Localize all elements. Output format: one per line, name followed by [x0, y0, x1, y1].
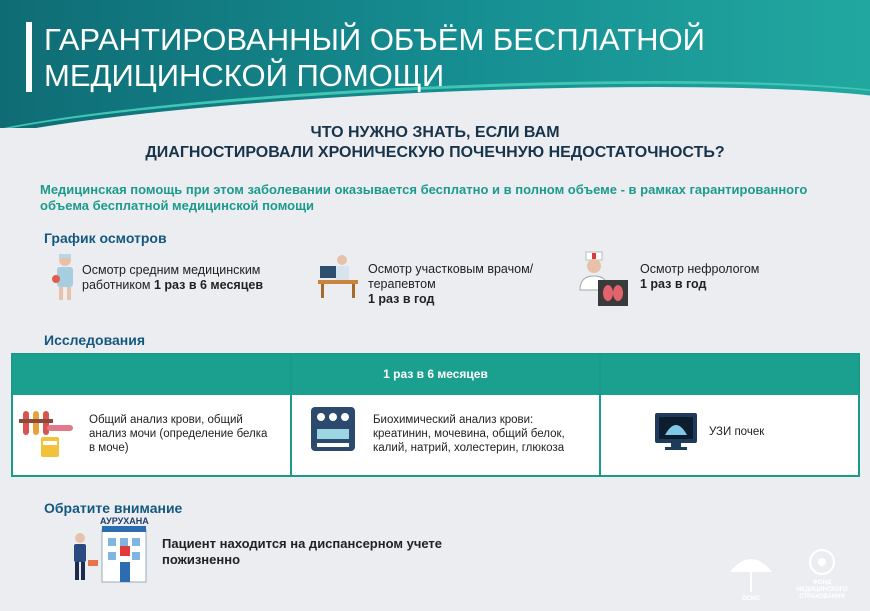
research-table-header	[13, 355, 858, 395]
table-divider	[599, 355, 601, 475]
exam-item-nurse-freq: 1 раз в 6 месяцев	[153, 278, 264, 292]
title-accent-bar	[26, 22, 32, 92]
schedule-heading: График осмотров	[44, 230, 167, 246]
subtitle-line-2: ДИАГНОСТИРОВАЛИ ХРОНИЧЕСКУЮ ПОЧЕЧНУЮ НЕДОСТАТОЧНОСТЬ?	[145, 144, 725, 161]
exam-item-therapist-text: Осмотр участковым врачом/терапевтом	[368, 262, 534, 291]
fund-logo-text: ФОНД МЕДИЦИНСКОГО СТРАХОВАНИЯ	[796, 580, 848, 600]
exam-item-nephrologist	[640, 262, 800, 292]
biochem-analyzer-icon	[309, 405, 357, 453]
exam-item-therapist-freq: 1 раз в год	[368, 292, 435, 306]
clinic-sign: АУРУХАНА	[100, 516, 149, 526]
nurse-icon	[50, 252, 80, 302]
research-cell-ultrasound: УЗИ почек	[709, 426, 765, 438]
exam-item-nephrologist-text: Осмотр нефрологом	[640, 262, 760, 276]
attention-text: Пациент находится на диспансерном учете пожизненно	[162, 536, 443, 567]
exam-item-nephrologist-freq: 1 раз в год	[640, 277, 707, 291]
exam-item-nurse	[82, 263, 292, 293]
fund-logo-icon	[804, 548, 840, 576]
page-title: ГАРАНТИРОВАННЫЙ ОБЪЁМ БЕСПЛАТНОЙ МЕДИЦИНСКОЙ ПОМОЩИ	[44, 22, 705, 93]
research-cell-biochem: Биохимический анализ крови: креатинин, мочевина, общий белок, калий, натрий, холестерин, глюкоза	[373, 414, 565, 454]
exam-item-therapist	[368, 262, 538, 307]
exam-item-nurse-text: Осмотр средним медицинским работником	[82, 263, 261, 292]
subtitle	[60, 123, 810, 163]
ultrasound-monitor-icon	[653, 411, 699, 451]
nephrologist-icon	[576, 250, 634, 308]
doctor-desk-icon	[318, 252, 358, 300]
clinic-patient-icon	[66, 516, 152, 586]
research-frequency-label: 1 раз в 6 месяцев	[383, 367, 488, 381]
intro-text: Медицинская помощь при этом заболевании оказывается бесплатно и в полном объеме - в рамках гарантированного объема бесплатной медицинской помощи	[40, 182, 808, 213]
osms-logo-text: ОСМС	[741, 596, 761, 602]
research-cell-blood-urine: Общий анализ крови, общий анализ мочи (определение белка в моче)	[89, 414, 268, 454]
research-table	[11, 353, 860, 477]
subtitle-line-1: ЧТО НУЖНО ЗНАТЬ, ЕСЛИ ВАМ	[310, 124, 560, 141]
test-tubes-icon	[19, 401, 77, 459]
table-divider	[290, 355, 292, 475]
research-heading: Исследования	[44, 332, 146, 348]
attention-heading: Обратите внимание	[44, 500, 183, 516]
